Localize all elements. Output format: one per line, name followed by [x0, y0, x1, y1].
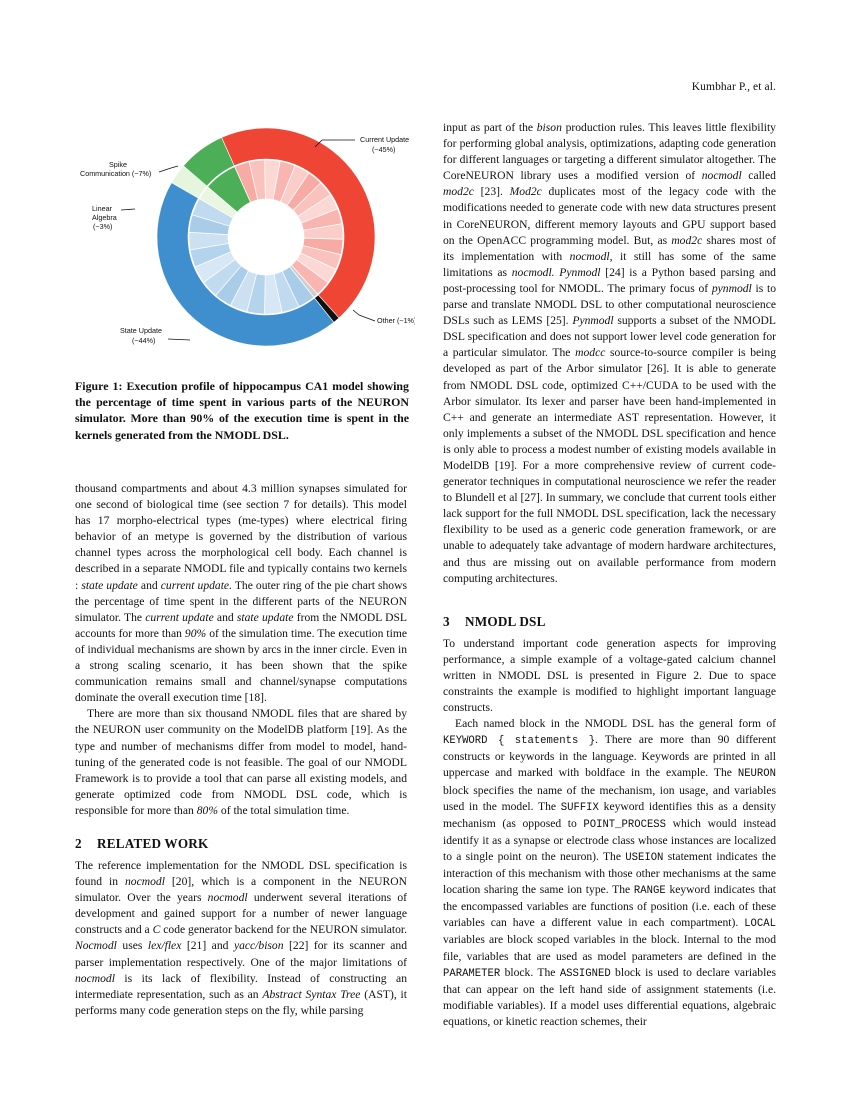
svg-text:Spike: Spike	[109, 160, 127, 169]
paragraph: To understand important code generation aspects for improving performance, a simple example of a voltage-gated calcium channel written in NMODL DSL is presented in Figure 2. Due to space constraints the example is modified to highlight important language constructs.	[443, 636, 776, 715]
right-column	[443, 120, 776, 1030]
label-linear-algebra	[92, 204, 135, 231]
paragraph: thousand compartments and about 4.3 million synapses simulated for one second of biological time (see section 7 for details). This model has 17 morpho-electrical types (me-types) where electrical firing behavior of an metype is governed by the distribution of various channel types across the morphological cell body. Each channel is described in a separate NMODL file and typically contains two kernels : state update and current update. The outer ring of the pie chart shows the percentage of time spent in the different parts of the NEURON simulator. The current update and state update from the NMODL DSL accounts for more than 90% of the simulation time. The execution time of individual mechanisms are shown by arcs in the inner circle. Even in a strong scaling scenario, it has been shown that the spike communication remains small and channel/synapse computations dominate the overall execution time [18].	[75, 482, 407, 705]
donut-hole	[228, 199, 304, 275]
execution-profile-chart	[75, 120, 415, 365]
section-heading-nmodl-dsl: 3 NMODL DSL	[443, 613, 546, 629]
left-column	[75, 481, 407, 1019]
figure-caption: Figure 1: Execution profile of hippocampus CA1 model showing the percentage of time spent in various parts of the NEURON simulator. More than 90% of the execution time is spent in the kernels generated from the NMODL DSL.	[75, 379, 409, 442]
svg-text:Communication (~7%): Communication (~7%)	[80, 169, 152, 178]
svg-text:(~3%): (~3%)	[93, 222, 113, 231]
running-header: Kumbhar P., et al.	[691, 81, 776, 93]
paragraph: Each named block in the NMODL DSL has the general form of KEYWORD { statements }. There are more than 90 different constructs or keywords in the language. Keywords are printed in all uppercase and marked with boldface in the example. The NEURON block specifies the name of the mechanism, ion usage, and variables used in the model. The SUFFIX keyword identifies this as a density mechanism (as opposed to POINT_PROCESS which would instead identify it as a synapse or electrode class whose instances are localized to a single point on the neuron). The USEION statement indicates the interaction of this mechanism with those other mechanisms at the same location sharing the same ion type. The RANGE keyword indicates that the encompassed variables are functions of position (i.e. each of these variables can have a different value in each compartment). LOCAL variables are block scoped variables in the block. Internal to the mod file, variables that are used as model parameters are defined in the PARAMETER block. The ASSIGNED block is used to declare variables that can appear on the left hand side of assignment statements (i.e. modifiable variables). If a model uses differential equations, algebraic equations, or kinetic reaction schemes, their	[443, 717, 777, 1028]
donut-chart-svg	[75, 120, 415, 365]
label-spike-communication	[80, 160, 178, 178]
paragraph: input as part of the bison production rules. This leaves little flexibility for performing global analysis, optimizations, adapting code generation for different languages or targeting a different simulator altogether. The CoreNEURON library uses a modified version of nocmodl called mod2c [23]. Mod2c duplicates most of the legacy code with the modifications needed to generate code with new data structures present in CoreNEURON, different memory layouts and GPU support based on the OpenACC programming model. But, as mod2c shares most of its implementation with nocmodl, it still has some of the same limitations as nocmodl. Pynmodl [24] is a Python based parsing and post-processing tool for NMODL. The primary focus of pynmodl is to parse and translate NMODL DSL to other computational neuroscience DSLs such as LEMS [25]. Pynmodl supports a subset of the NMODL DSL specification and does not support lower level code generation for a particular simulator. The modcc source-to-source compiler is being developed as part of the Arbor simulator [26]. It is able to generate from NMODL DSL code, optimized C++/CUDA to be used with the Arbor simulator. Its lexer and parser have been hand-implemented in C++ and generate an intermediate AST representation. However, it only implements a subset of the NMODL DSL specification and hence is only able to process a modest number of existing models available in ModelDB [19]. For a more comprehensive review of current code-generator techniques in computational neuroscience we refer the reader to Blundell et al [27]. In summary, we conclude that current tools either lack support for the full NMODL DSL specification, lack the necessary flexibility to be used as a generic code generation framework, or are unable to adequately take advantage of modern hardware architectures, and thus are missing out on available performance from modern computing architectures.	[443, 121, 776, 585]
svg-text:(~44%): (~44%)	[132, 336, 156, 345]
svg-text:Current Update: Current Update	[360, 135, 410, 144]
paragraph: The reference implementation for the NMODL DSL specification is found in nocmodl [20], which is a component in the NEURON simulator. Over the years nocmodl underwent several iterations of development and gained support for a number of newer language constructs and a C code generator backend for the NEURON simulator. Nocmodl uses lex/flex [21] and yacc/bison [22] for its scanner and parser implementation respectively. One of the major limitations of nocmodl is its lack of flexibility. Instead of constructing an intermediate representation, such as an Abstract Syntax Tree (AST), it performs many code generation steps on the fly, while parsing	[75, 858, 408, 1017]
svg-text:Linear: Linear	[92, 204, 112, 213]
section-heading-related-work: 2 RELATED WORK	[75, 835, 209, 851]
svg-text:Other (~1%): Other (~1%)	[377, 316, 415, 325]
label-state-update	[120, 326, 190, 345]
svg-text:State Update: State Update	[120, 326, 162, 335]
svg-text:(~45%): (~45%)	[372, 145, 396, 154]
svg-text:Algebra: Algebra	[92, 213, 117, 222]
paragraph: There are more than six thousand NMODL files that are shared by the NEURON user community on the ModelDB platform [19]. As the type and number of mechanisms differ from model to model, hand-tuning of the generated code is not feasible. The goal of our NMODL Framework is to provide a tool that can parse all existing models, and generate optimized code from NMODL DSL code, which is responsible for more than 80% of the total simulation time.	[75, 707, 407, 817]
label-other	[353, 310, 415, 325]
